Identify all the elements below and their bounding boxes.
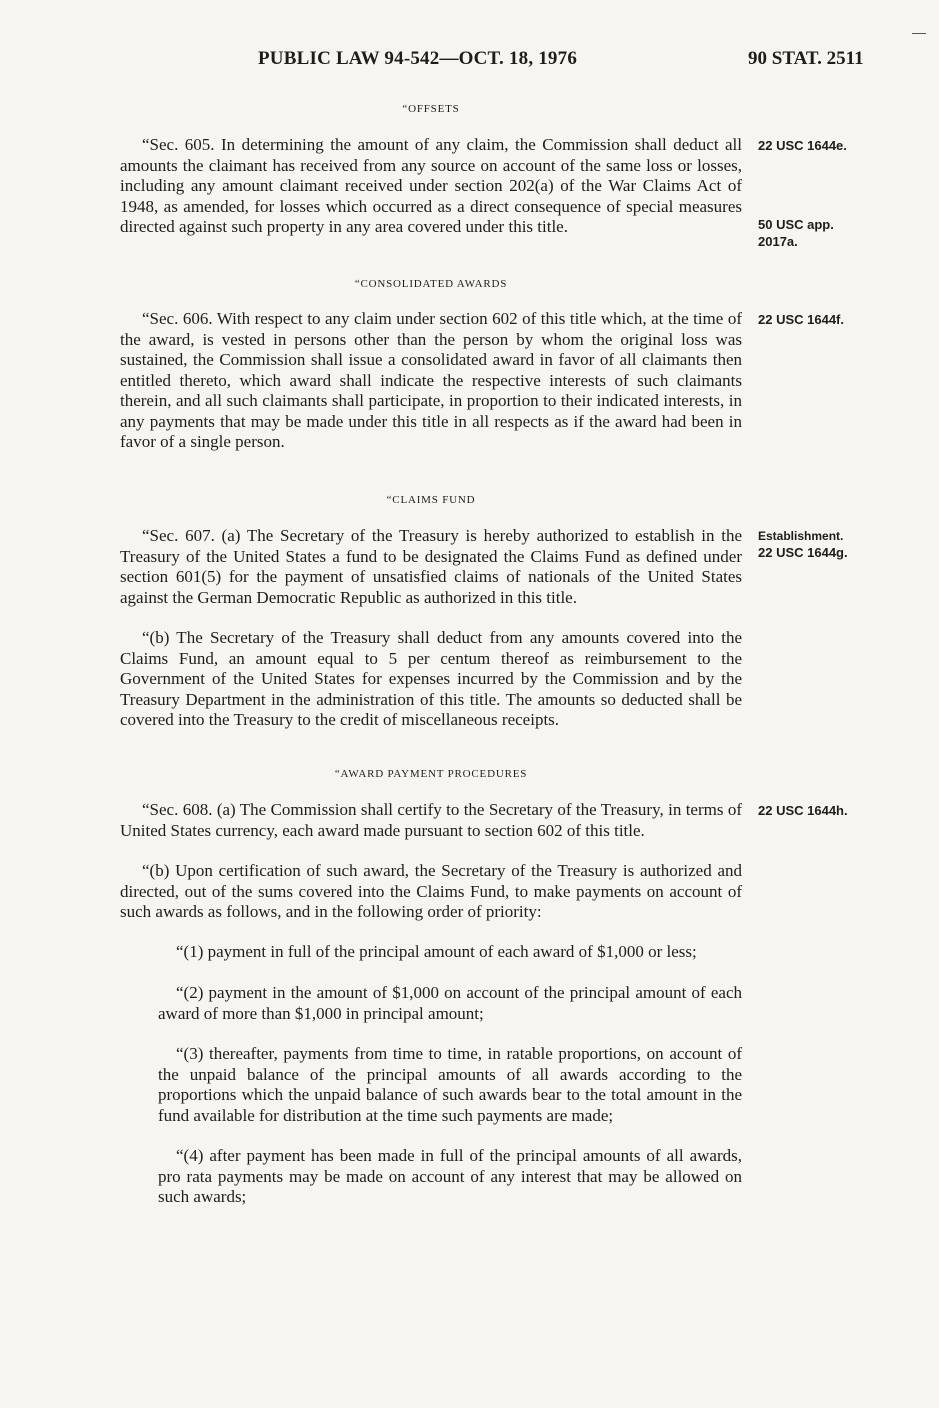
- scan-mark: [912, 33, 926, 34]
- margin-note-1644f: 22 USC 1644f.: [758, 312, 844, 327]
- page-header-stat: 90 STAT. 2511: [748, 48, 864, 69]
- priority-item-2: “(2) payment in the amount of $1,000 on account of the principal amount of each award of more than $1,000 in principal amount;: [158, 983, 742, 1023]
- section-608b-text: “(b) Upon certification of such award, the Secretary of the Treasury is authorized and directed, out of the sums covered into the Claims Fund, to make payments on account of such awards as follows, and in the following order of priority:: [120, 861, 742, 921]
- section-606-text: “Sec. 606. With respect to any claim under section 602 of this title which, at the time of the award, is vested in persons other than the person by whom the original loss was sustained, the Commission shall issue a consolidated award in favor of all claimants then entitled thereto, which award shall indicate the respective interests of such claimants therein, and all such claimants shall participate, in proportion to their indicated interests, in any payments that may be made under this title in all respects as if the award had been in favor of a single person.: [120, 309, 742, 451]
- section-608a-text: “Sec. 608. (a) The Commission shall certify to the Secretary of the Treasury, in terms of United States currency, each award made pursuant to section 602 of this title.: [120, 800, 742, 840]
- priority-item-4: “(4) after payment has been made in full of the principal amounts of all awards, pro rata payments may be made on account of any interest that may be allowed on such awards;: [158, 1146, 742, 1206]
- page-header-title: PUBLIC LAW 94-542—OCT. 18, 1976: [258, 48, 578, 69]
- section-605-text: “Sec. 605. In determining the amount of any claim, the Commission shall deduct all amounts the claimant has received from any source on account of the same loss or losses, including any amount claimant received under section 202(a) of the War Claims Act of 1948, as amended, for losses which occurred as a direct consequence of special measures directed against such property in any area covered under this title.: [120, 135, 742, 236]
- priority-item-3: “(3) thereafter, payments from time to time, in ratable proportions, on account of the unpaid balance of the principal amounts of all awards according to the proportions which the unpaid balance of such awards bear to the total amount in the fund available for distribution at the time such payments are made;: [158, 1044, 742, 1125]
- margin-note-1644h: 22 USC 1644h.: [758, 803, 848, 818]
- heading-award-payment-procedures: “AWARD PAYMENT PROCEDURES: [334, 768, 528, 780]
- heading-consolidated-awards: “CONSOLIDATED AWARDS: [354, 278, 508, 290]
- priority-item-1: “(1) payment in full of the principal amount of each award of $1,000 or less;: [176, 942, 697, 961]
- margin-note-establishment: Establishment.: [758, 529, 844, 543]
- section-607b-text: “(b) The Secretary of the Treasury shall deduct from any amounts covered into the Claims Fund, an amount equal to 5 per centum thereof as reimbursement to the Government of the United States for expenses incurred by the Commission and by the Treasury Department in the administration of this title. The amounts so deducted shall be covered into the Treasury to the credit of miscellaneous receipts.: [120, 628, 742, 729]
- heading-offsets: “OFFSETS: [402, 103, 460, 115]
- heading-claims-fund: “CLAIMS FUND: [386, 494, 476, 506]
- margin-note-1644g: 22 USC 1644g.: [758, 545, 848, 560]
- margin-note-1644e: 22 USC 1644e.: [758, 138, 847, 153]
- section-607a-text: “Sec. 607. (a) The Secretary of the Treasury is hereby authorized to establish in the Treasury of the United States a fund to be designated the Claims Fund as defined under section 601(5) for the payment of unsatisfied claims of nationals of the United States against the German Democratic Republic as authorized in this title.: [120, 526, 742, 607]
- margin-note-50usc: 50 USC app. 2017a.: [758, 217, 834, 249]
